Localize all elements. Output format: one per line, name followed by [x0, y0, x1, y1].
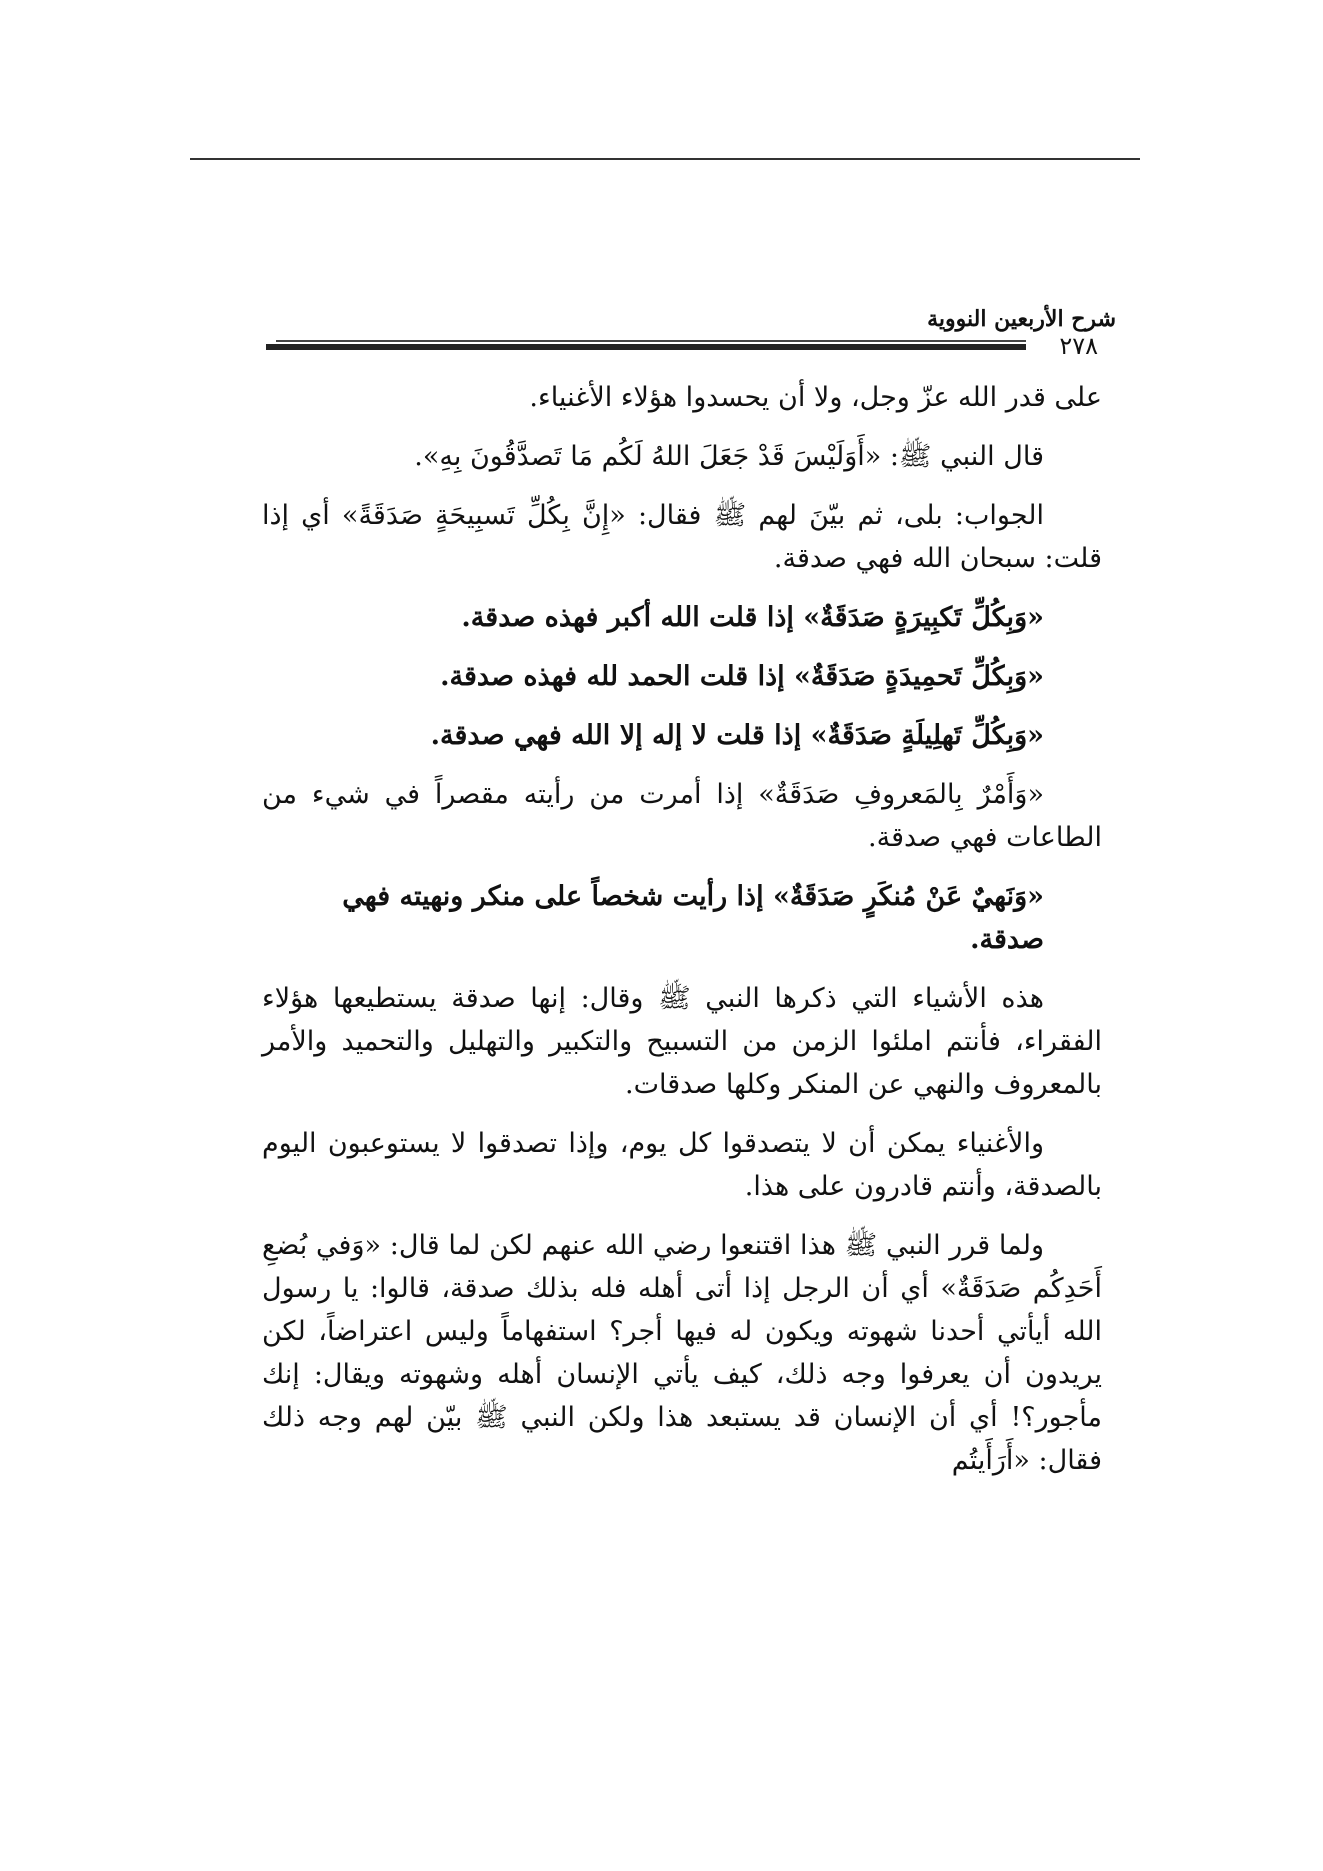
- running-header: [266, 306, 1116, 360]
- hadith-line: «وَنَهيٌ عَنْ مُنكَرٍ صَدَقَةٌ» إذا رأيت شخصاً على منكر ونهيته فهي صدقة.: [342, 881, 1044, 955]
- hadith-line: «وَبِكُلِّ تَحمِيدَةٍ صَدَقَةٌ» إذا قلت الحمد لله فهذه صدقة.: [440, 661, 1044, 692]
- hadith-line: «وَبِكُلِّ تَكبِيرَةٍ صَدَقَةٌ» إذا قلت الله أكبر فهذه صدقة.: [461, 602, 1044, 633]
- header-rule-stub: [266, 344, 294, 350]
- paragraph: «وَأَمْرٌ بِالمَعروفِ صَدَقَةٌ» إذا أمرت من رأيته مقصراً في شيء من الطاعات فهي صدقة.: [262, 779, 1102, 853]
- hadith-line: «وَبِكُلِّ تَهلِيلَةٍ صَدَقَةٌ» إذا قلت لا إله إلا الله فهي صدقة.: [430, 720, 1044, 751]
- paragraph: على قدر الله عزّ وجل، ولا أن يحسدوا هؤلاء الأغنياء.: [529, 382, 1102, 413]
- book-title: شرح الأربعين النووية: [927, 306, 1116, 332]
- header-rule: [266, 332, 1116, 360]
- paragraph: هذه الأشياء التي ذكرها النبي ﷺ وقال: إنها صدقة يستطيعها هؤلاء الفقراء، فأنتم املئوا الزمن من التسبيح والتكبير والتهليل والتحميد والأمر بالمعروف والنهي عن المنكر وكلها صدقات.: [262, 983, 1102, 1100]
- paragraph: والأغنياء يمكن أن لا يتصدقوا كل يوم، وإذا تصدقوا لا يستوعبون اليوم بالصدقة، وأنتم قادرون على هذا.: [262, 1128, 1102, 1202]
- top-divider: [190, 158, 1140, 160]
- paragraph: قال النبي ﷺ: «أَوَلَيْسَ قَدْ جَعَلَ اللهُ لَكُم مَا تَصدَّقُونَ بِهِ».: [414, 441, 1044, 472]
- page-number: ٢٧٨: [1051, 332, 1106, 360]
- header-rule-thin: [276, 340, 1026, 342]
- page-body: [262, 376, 1102, 1498]
- paragraph: ولما قرر النبي ﷺ هذا اقتنعوا رضي الله عنهم لكن لما قال: «وَفي بُضعِ أَحَدِكُم صَدَقَةٌ» أي أن الرجل إذا أتى أهله فله بذلك صدقة، قالوا: يا رسول الله أيأتي أحدنا شهوته ويكون له فيها أجر؟ استفهاماً وليس اعتراضاً، لكن يريدون أن يعرفوا وجه ذلك، كيف يأتي الإنسان أهله وشهوته ويقال: إنك مأجور؟! أي أن الإنسان قد يستبعد هذا ولكن النبي ﷺ بيّن لهم وجه ذلك فقال: «أَرَأَيتُم: [262, 1230, 1102, 1476]
- header-rule-thick: [276, 344, 1026, 350]
- paragraph: الجواب: بلى، ثم بيّنَ لهم ﷺ فقال: «إِنَّ بِكُلِّ تَسبِيحَةٍ صَدَقَةً» أي إذا قلت: سبحان الله فهي صدقة.: [262, 500, 1102, 574]
